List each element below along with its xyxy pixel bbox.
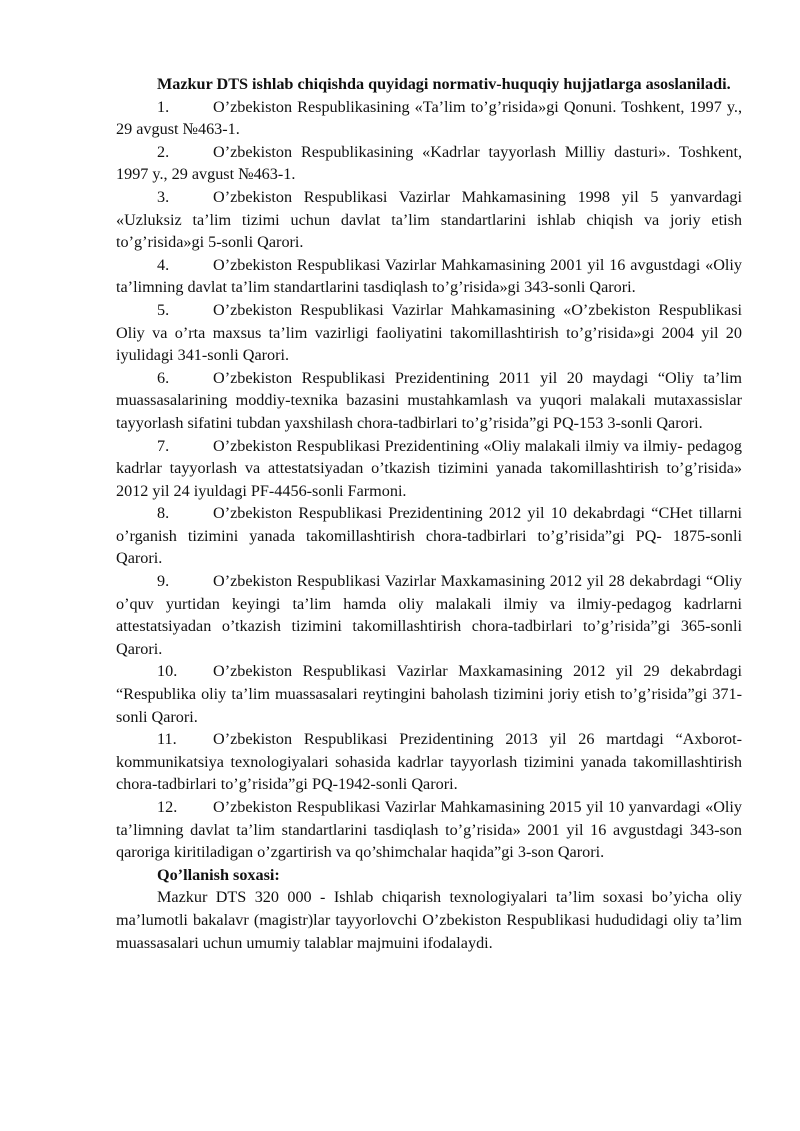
list-item	[116, 299, 742, 367]
item-text: O’zbekiston Respublikasi Vazirlar Maxkamasining 2012 yil 29 dekabrdagi “Respublika oliy ta’lim muassasalari reytingini baholash tizimini joriy etish to’g’risida”gi 371-sonli Qarori.	[116, 662, 742, 726]
list-item	[116, 435, 742, 503]
document-page	[116, 73, 742, 954]
item-number: 2.	[157, 142, 170, 161]
item-text: O’zbekiston Respublikasi Prezidentining 2012 yil 10 dekabrdagi “CHet tillarni o’rganish tizimini yanada takomillashtirish chora-tadbirlari to’g’risida”gi PQ- 1875-sonli Qarori.	[116, 504, 742, 568]
item-text: O’zbekiston Respublikasi Vazirlar Mahkamasining «O’zbekiston Respublikasi Oliy va o’rta maxsus ta’lim vazirligi faoliyatini takomillashtirish to’g’risida»gi 2004 yil 20 iyulidagi 341-sonli Qarori.	[116, 300, 742, 365]
list-item	[116, 570, 742, 660]
item-number: 5.	[157, 300, 170, 319]
item-number: 11.	[157, 730, 177, 749]
list-item	[116, 254, 742, 299]
item-number: 8.	[157, 504, 170, 523]
list-item	[116, 728, 742, 796]
item-number: 4.	[157, 255, 170, 274]
item-text: O’zbekiston Respublikasi Prezidentining 2013 yil 26 martdagi “Axborot- kommunikatsiya texnologiyalari sohasida kadrlar tayyorlash tizimini yanada takomillashtirish chora-tadbirlari to’g’risida”gi PQ-1942-sonli Qarori.	[116, 730, 742, 794]
item-text: O’zbekiston Respublikasi Prezidentining «Oliy malakali ilmiy va ilmiy- pedagog kadrlar tayyorlash va attestatsiyadan o’tkazish tizimini yanada takomillashtirish to’g’risida» 2012 yil 24 iyuldagi PF-4456-sonli Farmoni.	[116, 436, 742, 500]
section-heading: Qo’llanish soxasi:	[157, 865, 280, 884]
item-number: 9.	[157, 572, 170, 591]
item-number: 7.	[157, 436, 170, 455]
document-heading: Mazkur DTS ishlab chiqishda quyidagi normativ-huquqiy hujjatlarga asoslaniladi.	[157, 75, 731, 93]
item-text: O’zbekiston Respublikasi Vazirlar Mahkamasining 2015 yil 10 yanvardagi «Oliy ta’limning davlat ta’lim standartlarini tasdiqlash to’g’risida» 2001 yil 16 avgustdagi 343-son qaroriga kiritiladigan o’zgartirish va qo’shimchalar haqida”gi 3-son Qarori.	[116, 798, 742, 862]
item-text: O’zbekiston Respublikasining «Ta’lim to’g’risida»gi Qonuni. Toshkent, 1997 y., 29 avgust №463-1.	[116, 97, 742, 139]
item-text: O’zbekiston Respublikasi Vazirlar Mahkamasining 2001 yil 16 avgustdagi «Oliy ta’limning davlat ta’lim standartlarini tasdiqlash to’g’risida»gi 343-sonli Qarori.	[116, 255, 742, 297]
item-number: 10.	[157, 662, 178, 681]
item-text: O’zbekiston Respublikasining «Kadrlar tayyorlash Milliy dasturi». Toshkent, 1997 y., 29 avgust №463-1.	[116, 142, 742, 184]
item-number: 12.	[157, 798, 178, 816]
list-item	[116, 367, 742, 435]
list-item	[116, 141, 742, 186]
body-paragraph: Mazkur DTS 320 000 - Ishlab chiqarish texnologiyalari ta’lim soxasi bo’yicha oliy ma’lumotli bakalavr (magistr)lar tayyorlovchi O’zbekiston Respublikasi hududidagi oliy ta’lim muassasalari uchun umumiy talablar majmuini ifodalaydi.	[116, 888, 742, 952]
list-item	[116, 96, 742, 141]
item-number: 3.	[157, 187, 170, 206]
list-item	[116, 796, 742, 864]
list-item	[116, 660, 742, 728]
item-text: O’zbekiston Respublikasi Vazirlar Maxkamasining 2012 yil 28 dekabrdagi “Oliy o’quv yurtidan keyingi ta’lim hamda oliy malakali ilmiy va ilmiy-pedagog kadrlarni attestatsiyadan o’tkazish tizimini takomillashtirish chora-tadbirlari to’g’risida”gi 365-sonli Qarori.	[116, 572, 742, 658]
item-number: 1.	[157, 97, 170, 116]
list-item	[116, 502, 742, 570]
item-number: 6.	[157, 368, 170, 387]
list-item	[116, 186, 742, 254]
item-text: O’zbekiston Respublikasi Prezidentining 2011 yil 20 maydagi “Oliy ta’lim muassasalarining moddiy-texnika bazasini mustahkamlash va yuqori malakali mutaxassislar tayyorlash sifatini tubdan yaxshilash chora-tadbirlari to’g’risida”gi PQ-153 3-sonli Qarori.	[116, 368, 742, 432]
item-text: O’zbekiston Respublikasi Vazirlar Mahkamasining 1998 yil 5 yanvardagi «Uzluksiz ta’lim tizimi uchun davlat ta’lim standartlarini ishlab chiqish va joriy etish to’g’risida»gi 5-sonli Qarori.	[116, 187, 742, 252]
